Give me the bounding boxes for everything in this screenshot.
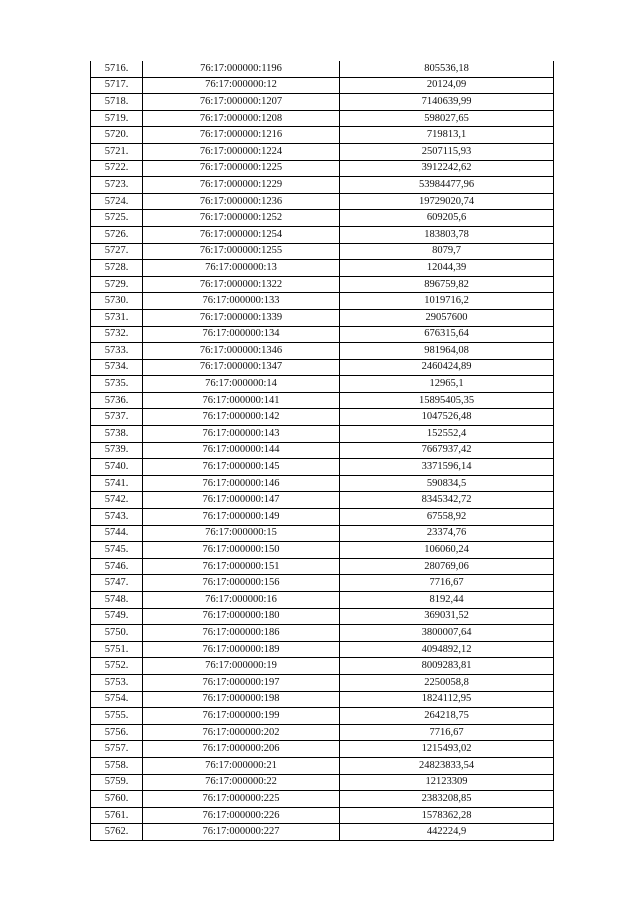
cadastral-number-cell: 76:17:000000:16 [143,592,340,609]
cadastral-number-cell: 76:17:000000:141 [143,392,340,409]
value-cell: 896759,82 [340,276,554,293]
value-cell: 3912242,62 [340,160,554,177]
table-row [91,791,554,808]
table-row [91,260,554,277]
table-row [91,608,554,625]
value-cell: 2507115,93 [340,143,554,160]
row-number-cell: 5737. [91,409,143,426]
row-number-cell: 5719. [91,110,143,127]
row-number-cell: 5747. [91,575,143,592]
table-row [91,558,554,575]
table-row [91,774,554,791]
value-cell: 609205,6 [340,210,554,227]
row-number-cell: 5759. [91,774,143,791]
row-number-cell: 5718. [91,94,143,111]
row-number-cell: 5745. [91,542,143,559]
row-number-cell: 5726. [91,226,143,243]
value-cell: 719813,1 [340,127,554,144]
value-cell: 24823833,54 [340,757,554,774]
table-row [91,757,554,774]
cadastral-number-cell: 76:17:000000:206 [143,741,340,758]
table-row [91,343,554,360]
cadastral-number-cell: 76:17:000000:180 [143,608,340,625]
value-cell: 369031,52 [340,608,554,625]
value-cell: 20124,09 [340,77,554,94]
table-row [91,442,554,459]
value-cell: 981964,08 [340,343,554,360]
row-number-cell: 5748. [91,592,143,609]
row-number-cell: 5725. [91,210,143,227]
row-number-cell: 5721. [91,143,143,160]
value-cell: 8009283,81 [340,658,554,675]
value-cell: 15895405,35 [340,392,554,409]
value-cell: 2250058,8 [340,674,554,691]
value-cell: 183803,78 [340,226,554,243]
row-number-cell: 5762. [91,824,143,841]
row-number-cell: 5743. [91,509,143,526]
value-cell: 67558,92 [340,509,554,526]
cadastral-number-cell: 76:17:000000:186 [143,625,340,642]
row-number-cell: 5727. [91,243,143,260]
table-row [91,376,554,393]
row-number-cell: 5729. [91,276,143,293]
row-number-cell: 5728. [91,260,143,277]
row-number-cell: 5730. [91,293,143,310]
value-cell: 2460424,89 [340,359,554,376]
table-row [91,226,554,243]
table-row [91,741,554,758]
table-row [91,160,554,177]
row-number-cell: 5744. [91,525,143,542]
value-cell: 3371596,14 [340,459,554,476]
value-cell: 1215493,02 [340,741,554,758]
row-number-cell: 5734. [91,359,143,376]
cadastral-number-cell: 76:17:000000:189 [143,641,340,658]
cadastral-number-cell: 76:17:000000:149 [143,509,340,526]
cadastral-number-cell: 76:17:000000:1322 [143,276,340,293]
table-row [91,691,554,708]
table-row [91,309,554,326]
row-number-cell: 5735. [91,376,143,393]
row-number-cell: 5761. [91,807,143,824]
table-body [91,61,554,840]
table-row [91,525,554,542]
table-row [91,674,554,691]
value-cell: 8192,44 [340,592,554,609]
cadastral-number-cell: 76:17:000000:202 [143,724,340,741]
value-cell: 598027,65 [340,110,554,127]
cadastral-number-cell: 76:17:000000:1236 [143,193,340,210]
value-cell: 2383208,85 [340,791,554,808]
value-cell: 442224,9 [340,824,554,841]
value-cell: 53984477,96 [340,177,554,194]
cadastral-number-cell: 76:17:000000:1207 [143,94,340,111]
cadastral-number-cell: 76:17:000000:146 [143,475,340,492]
table-row [91,824,554,841]
value-cell: 676315,64 [340,326,554,343]
table-row [91,210,554,227]
row-number-cell: 5760. [91,791,143,808]
value-cell: 19729020,74 [340,193,554,210]
row-number-cell: 5755. [91,708,143,725]
table-row [91,724,554,741]
cadastral-number-cell: 76:17:000000:145 [143,459,340,476]
table-row [91,509,554,526]
cadastral-number-cell: 76:17:000000:12 [143,77,340,94]
cadastral-number-cell: 76:17:000000:22 [143,774,340,791]
value-cell: 1019716,2 [340,293,554,310]
row-number-cell: 5749. [91,608,143,625]
value-cell: 7716,67 [340,724,554,741]
cadastral-number-cell: 76:17:000000:197 [143,674,340,691]
row-number-cell: 5740. [91,459,143,476]
table-row [91,575,554,592]
value-cell: 1824112,95 [340,691,554,708]
table-row [91,409,554,426]
row-number-cell: 5753. [91,674,143,691]
value-cell: 8345342,72 [340,492,554,509]
cadastral-number-cell: 76:17:000000:1224 [143,143,340,160]
cadastral-number-cell: 76:17:000000:1255 [143,243,340,260]
table-row [91,392,554,409]
table-row [91,426,554,443]
cadastral-number-cell: 76:17:000000:134 [143,326,340,343]
cadastral-number-cell: 76:17:000000:1252 [143,210,340,227]
cadastral-number-cell: 76:17:000000:226 [143,807,340,824]
row-number-cell: 5736. [91,392,143,409]
table-row [91,459,554,476]
cadastral-number-cell: 76:17:000000:150 [143,542,340,559]
row-number-cell: 5731. [91,309,143,326]
value-cell: 12123309 [340,774,554,791]
table-row [91,193,554,210]
value-cell: 264218,75 [340,708,554,725]
parcel-value-table [90,61,554,841]
table-row [91,359,554,376]
row-number-cell: 5758. [91,757,143,774]
cadastral-number-cell: 76:17:000000:227 [143,824,340,841]
cadastral-number-cell: 76:17:000000:143 [143,426,340,443]
cadastral-number-cell: 76:17:000000:199 [143,708,340,725]
cadastral-number-cell: 76:17:000000:13 [143,260,340,277]
value-cell: 4094892,12 [340,641,554,658]
row-number-cell: 5722. [91,160,143,177]
cadastral-number-cell: 76:17:000000:156 [143,575,340,592]
table-row [91,177,554,194]
table-row [91,807,554,824]
cadastral-number-cell: 76:17:000000:144 [143,442,340,459]
table-row [91,77,554,94]
row-number-cell: 5752. [91,658,143,675]
table-row [91,326,554,343]
row-number-cell: 5739. [91,442,143,459]
value-cell: 590834,5 [340,475,554,492]
cadastral-number-cell: 76:17:000000:1347 [143,359,340,376]
cadastral-number-cell: 76:17:000000:19 [143,658,340,675]
row-number-cell: 5756. [91,724,143,741]
value-cell: 1047526,48 [340,409,554,426]
cadastral-number-cell: 76:17:000000:147 [143,492,340,509]
row-number-cell: 5750. [91,625,143,642]
cadastral-number-cell: 76:17:000000:1208 [143,110,340,127]
cadastral-number-cell: 76:17:000000:198 [143,691,340,708]
row-number-cell: 5733. [91,343,143,360]
value-cell: 152552,4 [340,426,554,443]
row-number-cell: 5723. [91,177,143,194]
table-row [91,243,554,260]
table-row [91,110,554,127]
row-number-cell: 5738. [91,426,143,443]
value-cell: 805536,18 [340,61,554,77]
row-number-cell: 5754. [91,691,143,708]
value-cell: 8079,7 [340,243,554,260]
cadastral-number-cell: 76:17:000000:1196 [143,61,340,77]
cadastral-number-cell: 76:17:000000:1339 [143,309,340,326]
row-number-cell: 5742. [91,492,143,509]
table-row [91,492,554,509]
value-cell: 280769,06 [340,558,554,575]
cadastral-number-cell: 76:17:000000:1216 [143,127,340,144]
cadastral-number-cell: 76:17:000000:1346 [143,343,340,360]
row-number-cell: 5717. [91,77,143,94]
value-cell: 3800007,64 [340,625,554,642]
table-row [91,143,554,160]
value-cell: 7140639,99 [340,94,554,111]
value-cell: 1578362,28 [340,807,554,824]
table-row [91,625,554,642]
row-number-cell: 5741. [91,475,143,492]
table-row [91,127,554,144]
value-cell: 23374,76 [340,525,554,542]
row-number-cell: 5716. [91,61,143,77]
row-number-cell: 5732. [91,326,143,343]
table-row [91,708,554,725]
table-row [91,592,554,609]
table-row [91,276,554,293]
table-row [91,475,554,492]
table-row [91,658,554,675]
row-number-cell: 5724. [91,193,143,210]
cadastral-number-cell: 76:17:000000:133 [143,293,340,310]
table-row [91,641,554,658]
row-number-cell: 5757. [91,741,143,758]
value-cell: 7716,67 [340,575,554,592]
table-row [91,293,554,310]
cadastral-number-cell: 76:17:000000:142 [143,409,340,426]
table-row [91,61,554,77]
cadastral-number-cell: 76:17:000000:225 [143,791,340,808]
row-number-cell: 5720. [91,127,143,144]
value-cell: 12044,39 [340,260,554,277]
cadastral-number-cell: 76:17:000000:1254 [143,226,340,243]
cadastral-number-cell: 76:17:000000:15 [143,525,340,542]
row-number-cell: 5751. [91,641,143,658]
value-cell: 7667937,42 [340,442,554,459]
cadastral-number-cell: 76:17:000000:14 [143,376,340,393]
cadastral-number-cell: 76:17:000000:151 [143,558,340,575]
value-cell: 29057600 [340,309,554,326]
value-cell: 12965,1 [340,376,554,393]
value-cell: 106060,24 [340,542,554,559]
table-row [91,94,554,111]
row-number-cell: 5746. [91,558,143,575]
cadastral-number-cell: 76:17:000000:1225 [143,160,340,177]
cadastral-number-cell: 76:17:000000:21 [143,757,340,774]
cadastral-number-cell: 76:17:000000:1229 [143,177,340,194]
table-row [91,542,554,559]
